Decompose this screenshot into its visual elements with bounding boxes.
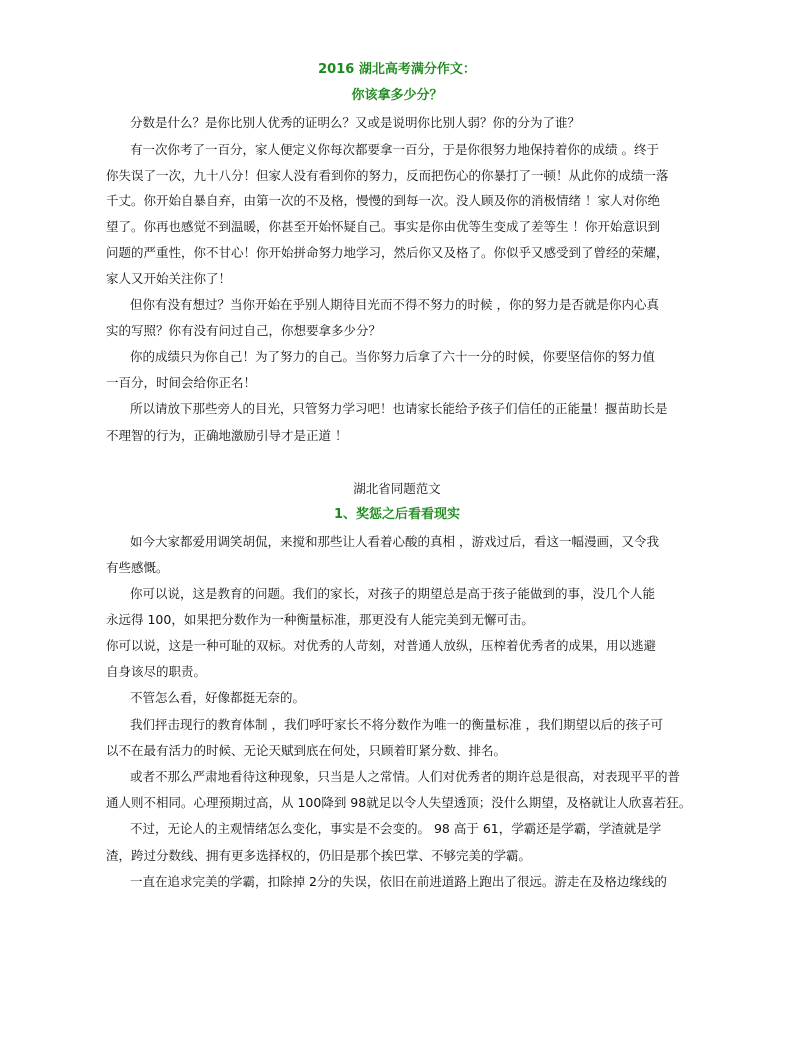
sample-line: 自身该尽的职责。 [106,664,207,679]
essay-line: 实的写照？你有没有问过自己，你想要拿多少分？ [106,323,382,338]
sample-line: 不过，无论人的主观情绪怎么变化，事实是不会变的。 98 高于 61，学霸还是学霸，学渣就是学 [130,821,662,836]
essay-line: 不理智的行为，正确地激励引导才是正道 ！ [106,428,348,443]
sample-line: 以不在最有活力的时候、无论天赋到底在何处，只顾着盯紧分数、排名。 [106,743,507,758]
essay-title: 2016 湖北高考满分作文： [318,62,476,77]
sample-line: 我们抨击现行的教育体制 ，我们呼吁家长不将分数作为唯一的衡量标准 ，我们期望以后的孩子可 [130,717,663,732]
essay-line: 问题的严重性，你不甘心！你开始拼命努力地学习，然后你又及格了。你似乎又感受到了曾经的荣耀， [106,245,669,260]
essay-line: 千丈。你开始自暴自弃，由第一次的不及格，慢慢的到每一次。没人顾及你的消极情绪 ！家人对你绝 [106,193,660,208]
sample-line: 渣，跨过分数线、拥有更多选择权的，仍旧是那个挨巴掌、不够完美的学霸。 [106,848,532,863]
essay-line: 所以请放下那些旁人的目光，只管努力学习吧！也请家长能给予孩子们信任的正能量！揠苗助长是 [130,401,668,416]
essay-line: 分数是什么？是你比别人优秀的证明么？又或是说明你比别人弱？你的分为了谁？ [130,115,581,130]
essay-line: 你失误了一次，九十八分！但家人没有看到你的努力，反而把伤心的你暴打了一顿！从此你的成绩一落 [106,168,669,183]
sample-line: 永远得 100，如果把分数作为一种衡量标准，那更没有人能完美到无懈可击。 [106,612,534,627]
essay-line: 望了。你再也感觉不到温暖，你甚至开始怀疑自己。事实是你由优等生变成了差等生 ！你开始意识到 [106,219,660,234]
essay-subtitle: 你该拿多少分？ [351,88,443,103]
sample-line: 通人则不相同。心理预期过高，从 100降到 98就足以令人失望透顶；没什么期望，及格就让人欣喜若狂。 [106,795,692,810]
essay-line: 有一次你考了一百分，家人便定义你每次都要拿一百分，于是你很努力地保持着你的成绩 。终于 [130,142,659,157]
sample-line: 或者不那么严肃地看待这种现象，只当是人之常情。人们对优秀者的期许总是很高，对表现平平的普 [130,769,681,784]
sample-line: 有些感慨。 [106,560,169,575]
sample-heading: 湖北省同题范文 [353,481,441,496]
essay-line: 但你有没有想过？当你开始在乎别人期待目光而不得不努力的时候 ，你的努力是否就是你内心真 [130,297,659,312]
sample-line: 你可以说，这是教育的问题。我们的家长，对孩子的期望总是高于孩子能做到的事，没几个人能 [130,586,656,601]
sample-line: 不管怎么看，好像都挺无奈的。 [130,690,306,705]
sample-line: 如今大家都爱用调笑胡侃，来搅和那些让人看着心酸的真相 ，游戏过后，看这一幅漫画，又令我 [130,534,659,549]
sample-line: 你可以说，这是一种可耻的双标。对优秀的人苛刻，对普通人放纵，压榨着优秀者的成果，用以逃避 [106,638,657,653]
essay-line: 你的成绩只为你自己！为了努力的自己。当你努力后拿了六十一分的时候，你要坚信你的努力值 [130,349,656,364]
sample-line: 一直在追求完美的学霸，扣除掉 2分的失误，依旧在前进道路上跑出了很远。游走在及格边缘线的 [130,874,667,889]
sample-subheading: 1、奖惩之后看看现实 [333,507,461,522]
essay-line: 家人又开始关注你了！ [106,271,232,286]
essay-line: 一百分，时间会给你正名！ [106,375,257,390]
